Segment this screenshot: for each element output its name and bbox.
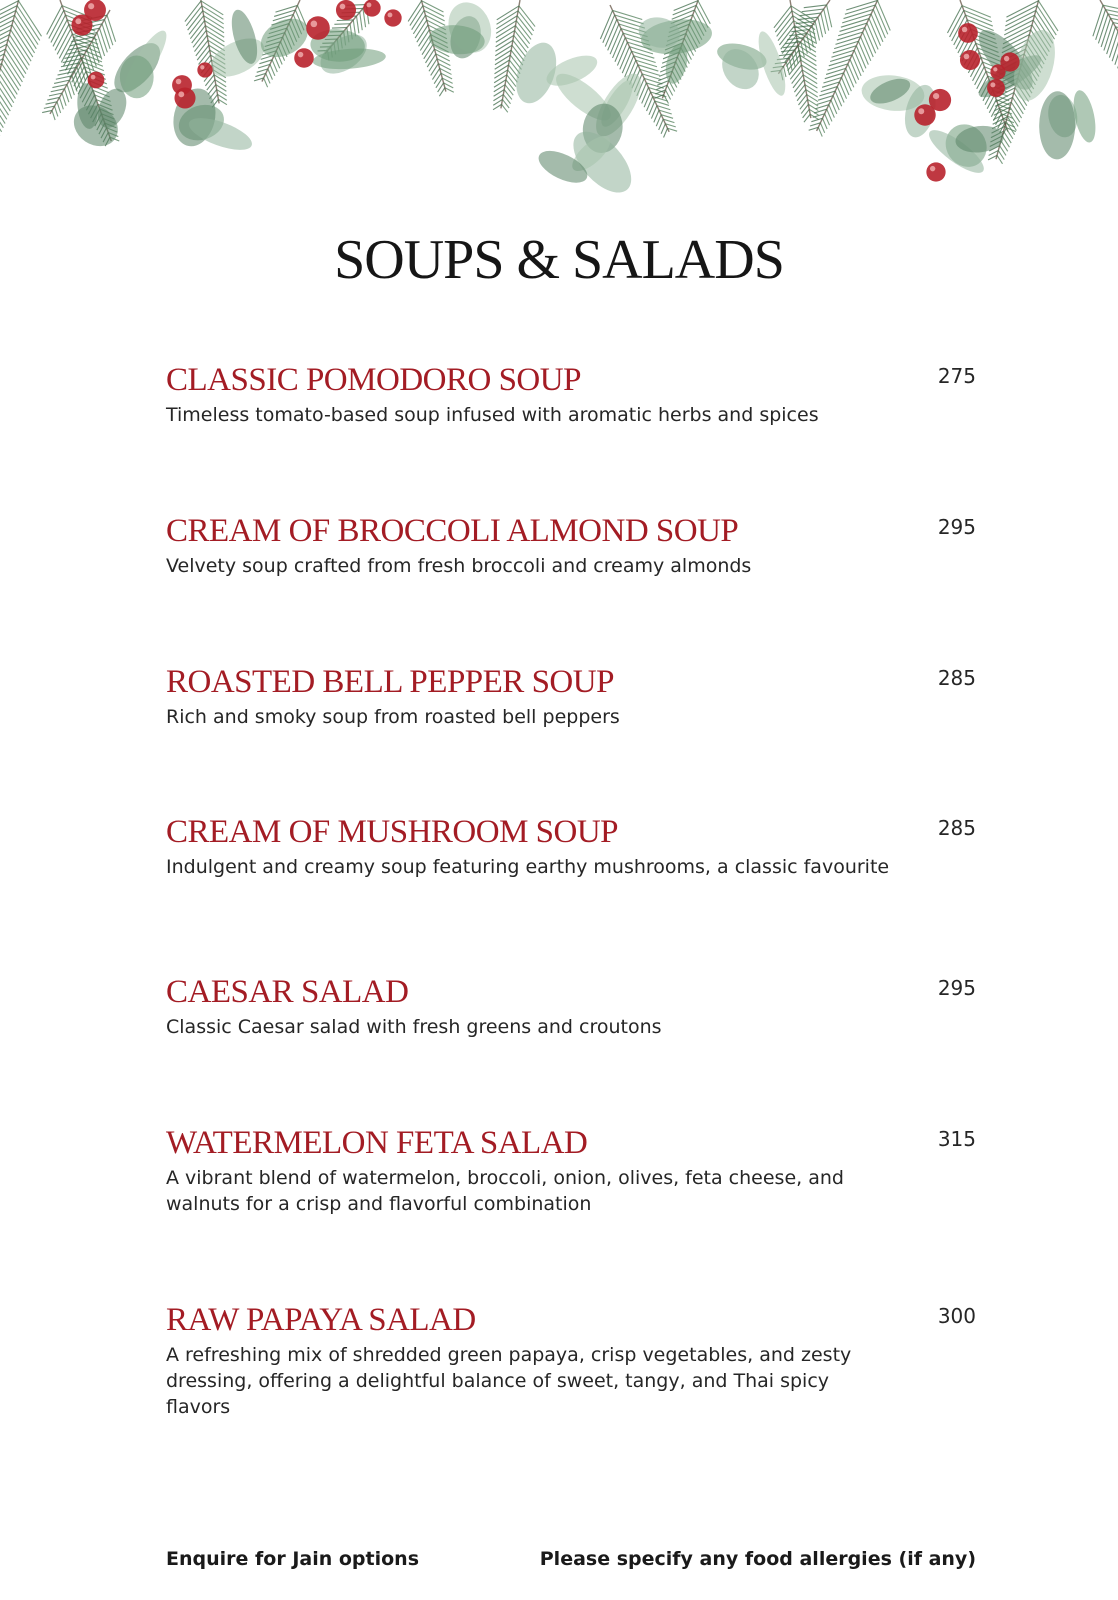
menu-item xyxy=(166,972,976,1040)
berry-highlight xyxy=(178,91,184,97)
pine-needle xyxy=(774,16,796,37)
menu-item xyxy=(166,1123,976,1217)
menu-item xyxy=(166,662,976,730)
pine-needle xyxy=(826,62,846,81)
berry-highlight xyxy=(930,166,935,171)
berry-highlight xyxy=(367,3,372,8)
berry xyxy=(960,50,980,70)
berry xyxy=(926,162,945,181)
pine-needle xyxy=(835,28,860,52)
item-description: Classic Caesar salad with fresh greens and croutons xyxy=(166,1016,662,1038)
berry-highlight xyxy=(1004,56,1009,61)
berry xyxy=(384,9,401,26)
pine-needle xyxy=(836,77,854,94)
item-description: A vibrant blend of watermelon, broccoli, onion, olives, feta cheese, and walnuts for a crisp and flavorful combination xyxy=(166,1167,844,1215)
item-description: Rich and smoky soup from roasted bell peppers xyxy=(166,706,620,728)
pine-needle xyxy=(795,13,815,32)
berry xyxy=(71,14,92,35)
item-name: WATERMELON FETA SALAD xyxy=(166,1125,588,1161)
pine-needle xyxy=(183,6,205,26)
item-price: 315 xyxy=(937,1127,976,1151)
menu-item xyxy=(166,1300,976,1420)
pine-needle xyxy=(842,64,862,84)
berry-highlight xyxy=(933,93,939,99)
berry-highlight xyxy=(990,82,995,87)
berry xyxy=(174,87,195,108)
item-name: ROASTED BELL PEPPER SOUP xyxy=(166,664,614,700)
berry xyxy=(1000,52,1019,71)
berry-highlight xyxy=(91,75,96,80)
berry-highlight xyxy=(964,54,970,60)
berry-highlight xyxy=(88,3,94,9)
jain-options-note: Enquire for Jain options xyxy=(166,1548,420,1570)
pine-needle xyxy=(842,5,871,33)
menu-item xyxy=(166,812,976,880)
pine-needle xyxy=(0,97,11,119)
pine-needle xyxy=(46,20,74,47)
pine-needle xyxy=(841,9,869,36)
pine-needle xyxy=(613,1,643,30)
pine-needle xyxy=(0,112,6,132)
berry-highlight xyxy=(176,79,182,85)
berry-highlight xyxy=(298,52,303,57)
item-description: A refreshing mix of shredded green papaya, crisp vegetables, and zesty dressing, offering a delightful balance of sweet, tangy, and Thai spicy flavors xyxy=(166,1344,852,1418)
berry xyxy=(306,16,330,40)
pine-needle xyxy=(827,57,847,77)
item-price: 295 xyxy=(937,976,976,1000)
pine-needle xyxy=(844,59,865,79)
berry xyxy=(197,62,212,77)
berry-highlight xyxy=(918,108,924,114)
pine-needle xyxy=(42,10,72,38)
pine-needle xyxy=(58,93,71,106)
pine-needle xyxy=(827,100,841,114)
pine-needle xyxy=(270,55,283,68)
pine-needle xyxy=(638,58,658,78)
pine-needle xyxy=(775,21,797,41)
pine-needle xyxy=(647,106,660,119)
pine-needle xyxy=(817,95,831,109)
pine-needle xyxy=(825,105,838,118)
pine-needle xyxy=(60,89,74,102)
pine-needle xyxy=(829,96,844,110)
berry xyxy=(294,48,314,68)
pine-needle xyxy=(98,15,125,41)
berry-highlight xyxy=(340,4,346,10)
item-name: CAESAR SALAD xyxy=(166,974,409,1010)
berry xyxy=(336,0,356,20)
eucalyptus-leaf xyxy=(1039,91,1076,160)
pine-needle xyxy=(516,6,538,27)
page-title: SOUPS & SALADS xyxy=(334,229,784,291)
berry xyxy=(958,23,978,43)
pine-needle xyxy=(1094,23,1118,51)
berry-highlight xyxy=(200,65,204,69)
pine-needle xyxy=(62,84,77,98)
pine-needle xyxy=(48,24,75,50)
berry xyxy=(914,104,935,125)
pine-needle xyxy=(844,0,874,28)
pine-needle xyxy=(39,6,69,35)
berry-highlight xyxy=(993,67,997,71)
item-name: CREAM OF BROCCOLI ALMOND SOUP xyxy=(166,513,739,549)
pine-needle xyxy=(840,68,860,87)
pine-needle xyxy=(349,16,366,33)
item-price: 275 xyxy=(937,364,976,388)
pine-needle xyxy=(515,11,537,31)
berry-highlight xyxy=(75,18,81,24)
pine-needle xyxy=(655,96,669,110)
berry-highlight xyxy=(962,27,968,33)
pine-needle xyxy=(89,33,113,56)
berry xyxy=(88,72,105,89)
item-name: CREAM OF MUSHROOM SOUP xyxy=(166,814,619,850)
item-price: 300 xyxy=(937,1304,976,1328)
pine-needle xyxy=(0,102,10,123)
berry xyxy=(987,79,1005,97)
berry-highlight xyxy=(311,21,318,28)
berry-highlight xyxy=(388,13,393,18)
item-name: CLASSIC POMODORO SOUP xyxy=(166,362,581,398)
item-description: Timeless tomato-based soup infused with aromatic herbs and spices xyxy=(166,404,819,426)
menu-item xyxy=(166,511,976,579)
item-price: 285 xyxy=(937,816,976,840)
pine-needle xyxy=(838,73,857,91)
pine-needle xyxy=(815,100,828,113)
pine-needle xyxy=(645,101,659,115)
item-name: RAW PAPAYA SALAD xyxy=(166,1302,476,1338)
pine-needle xyxy=(182,1,204,22)
item-description: Velvety soup crafted from fresh broccoli and creamy almonds xyxy=(166,555,752,577)
pine-needle xyxy=(837,24,863,49)
berry xyxy=(363,0,380,17)
pine-needle xyxy=(201,0,223,18)
item-price: 285 xyxy=(937,666,976,690)
pine-needle xyxy=(640,63,660,82)
pine-sprig xyxy=(0,0,50,209)
pine-needle xyxy=(44,15,73,42)
allergy-note: Please specify any food allergies (if any) xyxy=(539,1548,976,1570)
item-price: 295 xyxy=(937,515,976,539)
item-description: Indulgent and creamy soup featuring earthy mushrooms, a classic favourite xyxy=(166,856,890,878)
menu-item xyxy=(166,360,976,428)
pine-needle xyxy=(674,0,698,17)
